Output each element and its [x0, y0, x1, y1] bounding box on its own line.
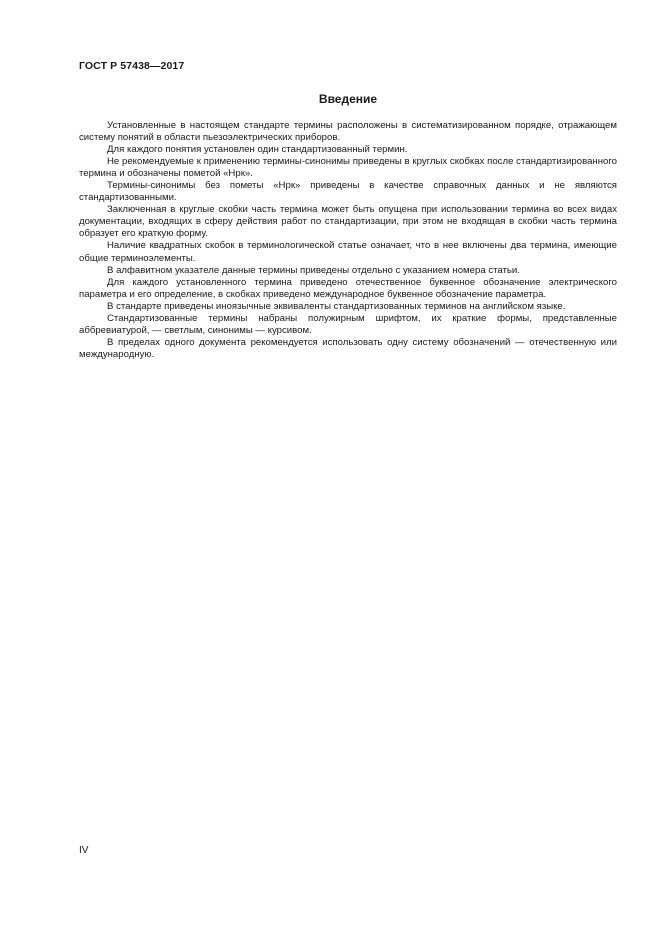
paragraph: Для каждого понятия установлен один стандартизованный термин. [107, 144, 408, 156]
paragraph: Термины-синонимы без пометы «Нрк» приведены в качестве справочных данных и не являются стандартизованными. [79, 180, 617, 204]
paragraph: Стандартизованные термины набраны полужирным шрифтом, их краткие формы, представленные аббревиатурой, — светлым, синонимы — курсивом. [79, 312, 617, 336]
section-title: Введение [318, 92, 378, 106]
document-code: ГОСТ Р 57438—2017 [79, 60, 185, 72]
paragraph: В алфавитном указателе данные термины приведены отдельно с указанием номера статьи. [107, 264, 520, 276]
paragraph: Не рекомендуемые к применению термины-синонимы приведены в круглых скобках после стандартизированного термина и обозначены пометой «Нрк». [79, 156, 617, 180]
paragraph: Заключенная в круглые скобки часть термина может быть опущена при использовании термина во всех видах документации, входящих в сферу действия работ по стандартизации, при этом не входящая в скобки часть термина образует его краткую форму. [79, 204, 617, 240]
page-number: IV [79, 845, 89, 856]
paragraph: Для каждого установленного термина приведено отечественное буквенное обозначение электрического параметра и его определение, в скобках приведено международное буквенное обозначение параметра. [79, 276, 617, 300]
section-body [79, 120, 617, 361]
paragraph: В стандарте приведены иноязычные эквиваленты стандартизованных терминов на английском языке. [107, 300, 566, 312]
paragraph: В пределах одного документа рекомендуется использовать одну систему обозначений — отечественную или международную. [79, 336, 617, 360]
paragraph: Установленные в настоящем стандарте термины расположены в систематизированном порядке, отражающем систему понятий в области пьезоэлектрических приборов. [79, 120, 617, 144]
paragraph: Наличие квадратных скобок в терминологической статье означает, что в нее включены два термина, имеющие общие терминоэлементы. [79, 240, 617, 264]
